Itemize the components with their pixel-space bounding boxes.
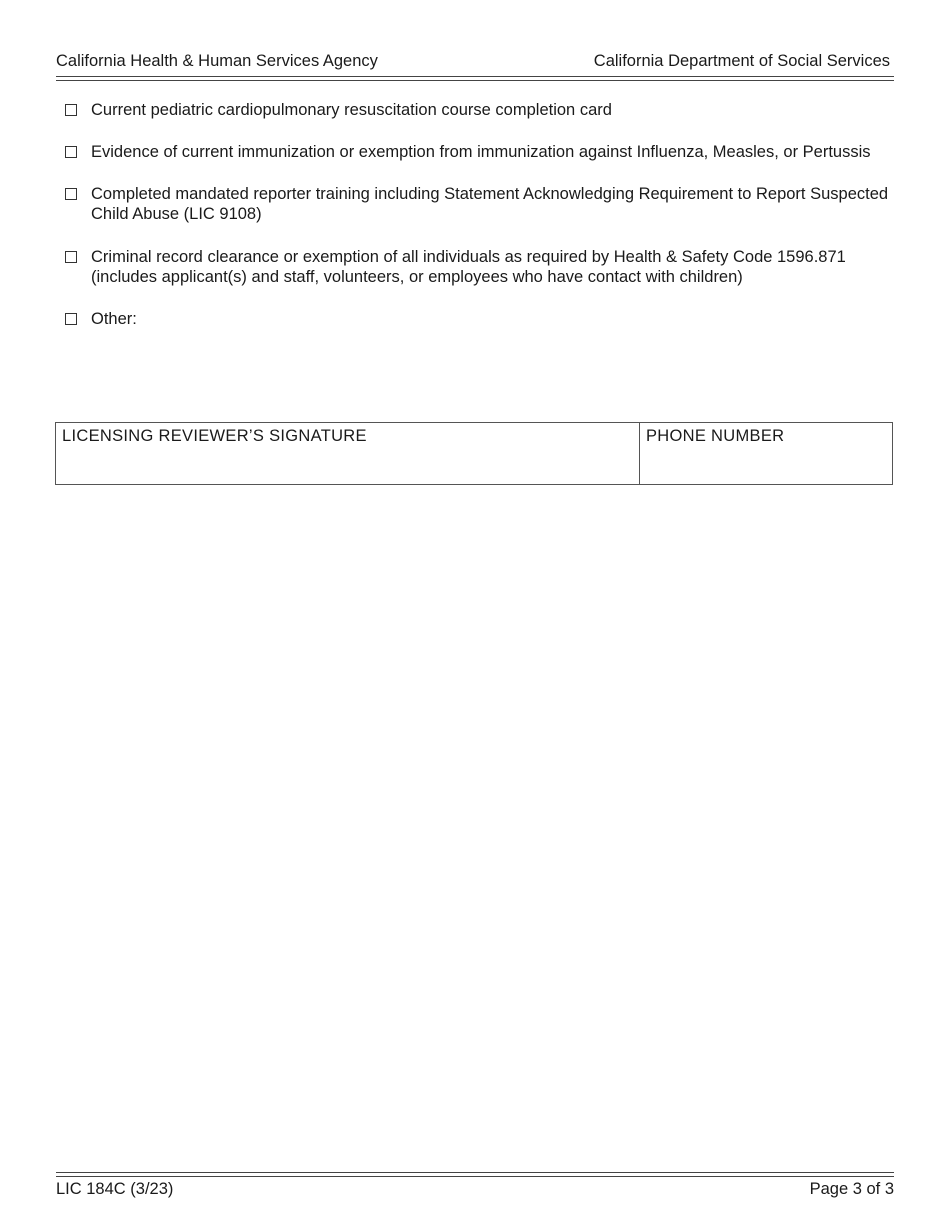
page-number: Page 3 of 3 (809, 1180, 894, 1198)
checklist-item-label: Other: (91, 310, 137, 328)
checklist-item-cpr-card (63, 100, 893, 120)
page-footer (56, 1180, 894, 1200)
phone-label: PHONE NUMBER (646, 427, 785, 445)
reviewer-signature-table (55, 422, 893, 485)
signature-label: LICENSING REVIEWER’S SIGNATURE (62, 427, 367, 445)
checklist-item-criminal-record (63, 247, 893, 287)
checklist-item-label: Evidence of current immunization or exemption from immunization against Influenza, Measles, or Pertussis (91, 143, 871, 161)
phone-number-field[interactable] (644, 451, 888, 480)
phone-cell (640, 423, 892, 484)
agency-name: California Health & Human Services Agency (56, 52, 378, 70)
checklist-item-label: Current pediatric cardiopulmonary resuscitation course completion card (91, 101, 612, 119)
checkbox-mandated-reporter[interactable] (65, 188, 77, 200)
page-header (56, 52, 890, 72)
footer-divider (56, 1172, 894, 1177)
checklist-item-immunization (63, 142, 893, 162)
checklist-item-label: Completed mandated reporter training including Statement Acknowledging Requirement to Report Suspected Child Abuse (LIC 9108) (91, 185, 889, 223)
signature-field[interactable] (60, 451, 635, 480)
department-name: California Department of Social Services (593, 52, 890, 70)
form-id: LIC 184C (3/23) (56, 1180, 174, 1198)
header-divider (56, 76, 894, 81)
checkbox-criminal-record[interactable] (65, 251, 77, 263)
checkbox-other[interactable] (65, 313, 77, 325)
checkbox-immunization[interactable] (65, 146, 77, 158)
document-checklist (63, 100, 893, 329)
checklist-item-other (63, 309, 893, 329)
checkbox-cpr-card[interactable] (65, 104, 77, 116)
signature-cell (56, 423, 640, 484)
checklist-item-mandated-reporter (63, 184, 893, 224)
checklist-item-label: Criminal record clearance or exemption of all individuals as required by Health & Safety Code 1596.871 (includes applicant(s) and staff, volunteers, or employees who have contact with children) (91, 248, 846, 286)
